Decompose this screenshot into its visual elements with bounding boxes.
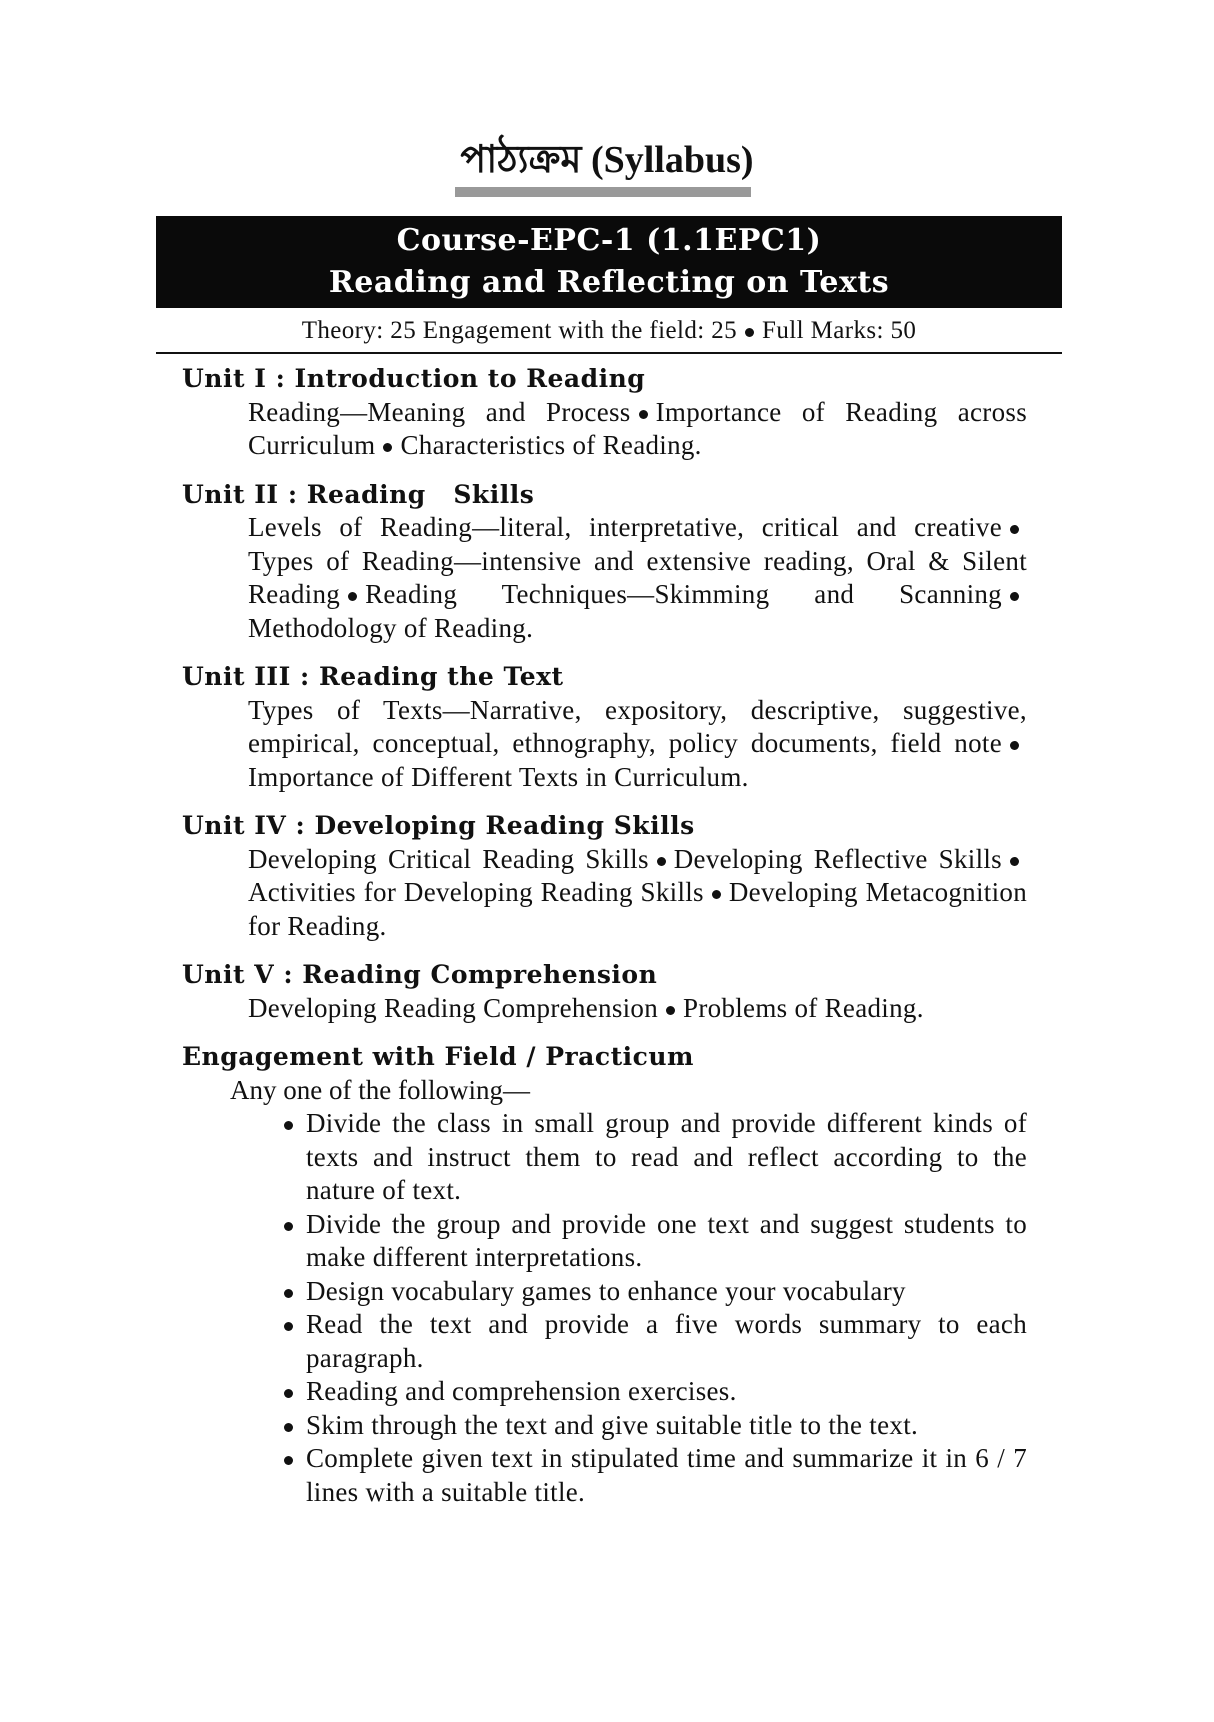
unit-heading: Unit III : Reading the Text	[182, 662, 564, 691]
engagement-intro: Any one of the following—	[230, 1074, 530, 1105]
unit-topics	[182, 511, 1027, 645]
topic: Developing Critical Reading Skills	[248, 843, 649, 874]
unit-heading: Unit I : Introduction to Reading	[182, 364, 646, 393]
topic: Problems of Reading.	[683, 992, 924, 1023]
bullet-icon	[712, 890, 721, 899]
unit-4	[182, 809, 1027, 943]
topic: Importance of Reading across Curriculum	[248, 396, 1028, 460]
divider	[156, 352, 1062, 354]
title-underline	[455, 187, 751, 197]
topic: Developing Metacognition for Reading.	[248, 877, 1027, 941]
course-code: Course-EPC-1 (1.1EPC1)	[396, 223, 822, 258]
marks-full: Full Marks: 50	[762, 317, 917, 344]
course-header-banner	[156, 216, 1062, 308]
list-item: Skim through the text and give suitable title to the text.	[284, 1409, 1027, 1443]
unit-topics	[182, 694, 1027, 795]
bullet-icon	[348, 592, 357, 601]
units-section	[182, 362, 1027, 1524]
course-name: Reading and Reflecting on Texts	[328, 265, 890, 300]
unit-topics	[182, 992, 1027, 1026]
bullet-icon	[1010, 857, 1019, 866]
topic: Importance of Different Texts in Curriculum.	[248, 761, 749, 792]
topic: Reading Techniques—Skimming and Scanning	[365, 579, 1002, 609]
bullet-icon	[1010, 525, 1019, 534]
unit-1	[182, 362, 1027, 463]
unit-3	[182, 660, 1027, 794]
list-item: Complete given text in stipulated time and summarize it in 6 / 7 lines with a suitable title.	[284, 1442, 1027, 1509]
bullet-icon	[1010, 741, 1019, 750]
bullet-icon	[666, 1006, 675, 1015]
topic: Types of Reading—intensive and extensive reading, Oral & Silent Reading	[248, 545, 1027, 609]
marks-theory-engagement: Theory: 25 Engagement with the field: 25	[301, 317, 738, 344]
unit-topics	[182, 843, 1027, 944]
unit-heading: Unit V : Reading Comprehension	[182, 960, 658, 989]
list-item: Divide the class in small group and provide different kinds of texts and instruct them to read and reflect according to the nature of text.	[284, 1107, 1027, 1208]
list-item: Design vocabulary games to enhance your vocabulary	[284, 1275, 1027, 1309]
unit-topics	[182, 396, 1027, 463]
topic: Developing Reflective Skills	[673, 843, 1002, 874]
unit-2	[182, 478, 1027, 646]
list-item: Read the text and provide a five words summary to each paragraph.	[284, 1308, 1027, 1375]
bullet-icon	[745, 328, 754, 337]
topic: Levels of Reading—literal, interpretative, critical and creative	[248, 512, 1002, 542]
unit-5	[182, 958, 1027, 1025]
list-item: Divide the group and provide one text and suggest students to make different interpretations.	[284, 1208, 1027, 1275]
topic: Reading—Meaning and Process	[248, 396, 631, 427]
bullet-icon	[383, 443, 392, 452]
bullet-icon	[639, 410, 648, 419]
topic: Methodology of Reading.	[248, 612, 534, 643]
unit-heading: Unit II : Reading Skills	[182, 479, 535, 509]
topic: Developing Reading Comprehension	[248, 992, 659, 1023]
marks-line	[156, 314, 1062, 348]
list-item: Reading and comprehension exercises.	[284, 1375, 1027, 1409]
topic: Activities for Developing Reading Skills	[248, 877, 704, 907]
unit-heading: Unit IV : Developing Reading Skills	[182, 811, 695, 840]
engagement-heading: Engagement with Field / Practicum	[182, 1042, 694, 1071]
bullet-icon	[657, 857, 666, 866]
activity-list	[182, 1107, 1027, 1509]
topic: Types of Texts—Narrative, expository, descriptive, suggestive, empirical, conceptual, ethnography, policy documents, field note	[248, 694, 1027, 758]
topic: Characteristics of Reading.	[400, 430, 702, 460]
bullet-icon	[1010, 592, 1019, 601]
engagement-section	[182, 1040, 1027, 1509]
page-title: পাঠ্যক্রম (Syllabus)	[460, 139, 754, 181]
